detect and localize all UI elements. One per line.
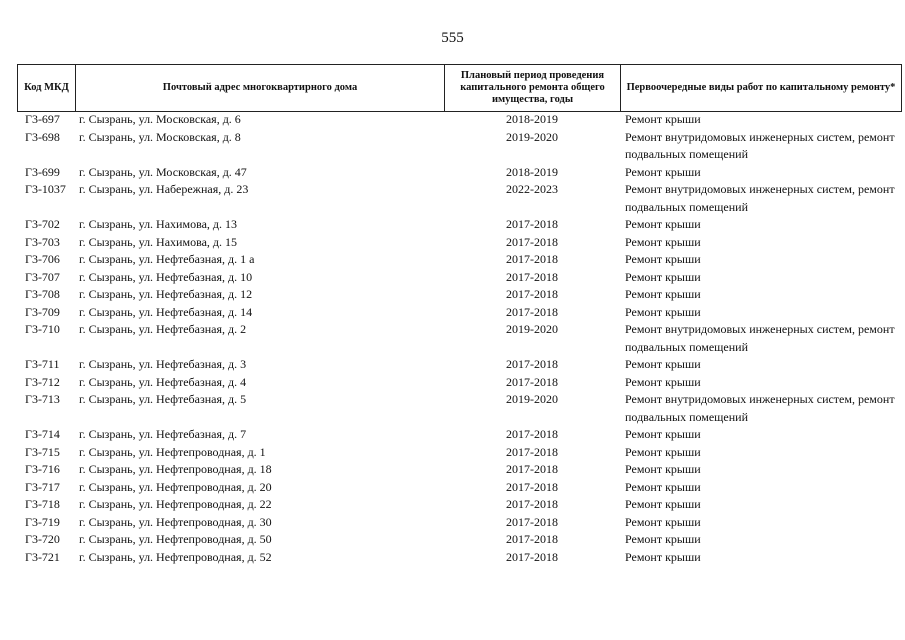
row-period: 2018-2019 (506, 112, 558, 126)
row-code: Г3-707 (25, 269, 60, 284)
row-works: Ремонт крыши (625, 287, 701, 301)
row-code: Г3-711 (25, 357, 60, 371)
table-row (17, 514, 902, 532)
row-works: Ремонт внутридомовых инженерных систем, ремонт подвальных помещений (625, 182, 895, 214)
header-address: Почтовый адрес многоквартирного дома (75, 65, 444, 111)
row-period: 2017-2018 (506, 479, 558, 494)
table-row (17, 461, 902, 479)
row-code: Г3-1037 (25, 182, 66, 196)
row-period: 2017-2018 (506, 357, 558, 371)
table-row (17, 496, 902, 514)
row-period: 2018-2019 (506, 164, 558, 179)
row-period: 2017-2018 (506, 514, 558, 529)
table-row (17, 426, 902, 444)
row-code: Г3-715 (25, 444, 60, 459)
row-code: Г3-702 (25, 217, 60, 231)
row-address: г. Сызрань, ул. Нахимова, д. 15 (79, 234, 238, 249)
table-row (17, 269, 902, 287)
row-works: Ремонт внутридомовых инженерных систем, ремонт подвальных помещений (625, 392, 895, 424)
row-address: г. Сызрань, ул. Нахимова, д. 13 (79, 217, 238, 231)
row-code: Г3-710 (25, 322, 60, 336)
table-row (17, 531, 902, 549)
row-address: г. Сызрань, ул. Московская, д. 8 (79, 129, 241, 144)
table-body (17, 111, 902, 566)
table-row (17, 391, 902, 426)
row-address: г. Сызрань, ул. Нефтебазная, д. 10 (79, 269, 253, 284)
table-row (17, 164, 902, 182)
row-address: г. Сызрань, ул. Нефтебазная, д. 5 (79, 392, 247, 406)
row-code: Г3-713 (25, 392, 60, 406)
row-period: 2017-2018 (506, 374, 558, 389)
header-code: Код МКД (17, 65, 75, 111)
row-works: Ремонт крыши (625, 514, 701, 529)
row-address: г. Сызрань, ул. Московская, д. 47 (79, 164, 247, 179)
row-works: Ремонт крыши (625, 269, 701, 284)
row-works: Ремонт крыши (625, 374, 701, 389)
row-address: г. Сызрань, ул. Московская, д. 6 (79, 112, 241, 126)
row-works: Ремонт крыши (625, 304, 701, 319)
row-period: 2019-2020 (506, 322, 558, 336)
table-row (17, 129, 902, 164)
row-code: Г3-720 (25, 532, 60, 546)
row-works: Ремонт крыши (625, 357, 701, 371)
row-code: Г3-709 (25, 304, 60, 319)
row-code: Г3-697 (25, 112, 60, 126)
row-works: Ремонт крыши (625, 532, 701, 546)
row-works: Ремонт крыши (625, 444, 701, 459)
row-address: г. Сызрань, ул. Нефтепроводная, д. 22 (79, 497, 272, 511)
row-period: 2017-2018 (506, 234, 558, 249)
row-code: Г3-698 (25, 129, 60, 144)
table-row (17, 216, 902, 234)
row-period: 2017-2018 (506, 427, 558, 441)
row-address: г. Сызрань, ул. Набережная, д. 23 (79, 182, 249, 196)
row-address: г. Сызрань, ул. Нефтепроводная, д. 30 (79, 514, 272, 529)
row-period: 2022-2023 (506, 182, 558, 196)
row-address: г. Сызрань, ул. Нефтебазная, д. 2 (79, 322, 247, 336)
row-period: 2017-2018 (506, 532, 558, 546)
row-works: Ремонт внутридомовых инженерных систем, ремонт подвальных помещений (625, 322, 895, 354)
row-period: 2017-2018 (506, 497, 558, 511)
row-period: 2017-2018 (506, 287, 558, 301)
row-address: г. Сызрань, ул. Нефтебазная, д. 1 а (79, 252, 255, 266)
table-row (17, 356, 902, 374)
row-address: г. Сызрань, ул. Нефтепроводная, д. 52 (79, 549, 272, 564)
row-address: г. Сызрань, ул. Нефтебазная, д. 3 (79, 357, 247, 371)
row-period: 2017-2018 (506, 444, 558, 459)
row-address: г. Сызрань, ул. Нефтебазная, д. 7 (79, 427, 247, 441)
row-works: Ремонт крыши (625, 479, 701, 494)
row-code: Г3-718 (25, 497, 60, 511)
row-works: Ремонт внутридомовых инженерных систем, ремонт подвальных помещений (625, 129, 895, 161)
table-row (17, 181, 902, 216)
row-address: г. Сызрань, ул. Нефтепроводная, д. 20 (79, 479, 272, 494)
row-address: г. Сызрань, ул. Нефтепроводная, д. 18 (79, 462, 272, 476)
row-address: г. Сызрань, ул. Нефтепроводная, д. 1 (79, 444, 266, 459)
table-row (17, 549, 902, 567)
row-address: г. Сызрань, ул. Нефтебазная, д. 12 (79, 287, 253, 301)
row-code: Г3-716 (25, 462, 60, 476)
row-address: г. Сызрань, ул. Нефтебазная, д. 4 (79, 374, 247, 389)
row-code: Г3-706 (25, 252, 60, 266)
table-row (17, 444, 902, 462)
header-period: Плановый период проведения капитального ремонта общего имущества, годы (444, 65, 620, 111)
row-works: Ремонт крыши (625, 217, 701, 231)
row-works: Ремонт крыши (625, 252, 701, 266)
table-row (17, 321, 902, 356)
table-row (17, 374, 902, 392)
table-header (17, 64, 902, 112)
row-works: Ремонт крыши (625, 427, 701, 441)
row-works: Ремонт крыши (625, 549, 701, 564)
row-code: Г3-721 (25, 549, 60, 564)
row-code: Г3-719 (25, 514, 60, 529)
header-works: Первоочередные виды работ по капитальному ремонту* (620, 65, 902, 111)
row-period: 2019-2020 (506, 392, 558, 406)
table-row (17, 251, 902, 269)
table-row (17, 286, 902, 304)
row-works: Ремонт крыши (625, 497, 701, 511)
row-address: г. Сызрань, ул. Нефтебазная, д. 14 (79, 304, 253, 319)
table-row (17, 479, 902, 497)
row-period: 2017-2018 (506, 549, 558, 564)
row-works: Ремонт крыши (625, 164, 701, 179)
row-works: Ремонт крыши (625, 462, 701, 476)
row-period: 2017-2018 (506, 462, 558, 476)
row-period: 2019-2020 (506, 129, 558, 144)
row-works: Ремонт крыши (625, 234, 701, 249)
row-period: 2017-2018 (506, 252, 558, 266)
row-period: 2017-2018 (506, 217, 558, 231)
table-row (17, 234, 902, 252)
page-number: 555 (441, 30, 464, 46)
row-code: Г3-712 (25, 374, 60, 389)
row-period: 2017-2018 (506, 269, 558, 284)
row-address: г. Сызрань, ул. Нефтепроводная, д. 50 (79, 532, 272, 546)
row-code: Г3-699 (25, 164, 60, 179)
row-code: Г3-708 (25, 287, 60, 301)
row-works: Ремонт крыши (625, 112, 701, 126)
table-row (17, 304, 902, 322)
row-code: Г3-717 (25, 479, 60, 494)
row-code: Г3-703 (25, 234, 60, 249)
row-code: Г3-714 (25, 427, 60, 441)
row-period: 2017-2018 (506, 304, 558, 319)
table-row (17, 111, 902, 129)
